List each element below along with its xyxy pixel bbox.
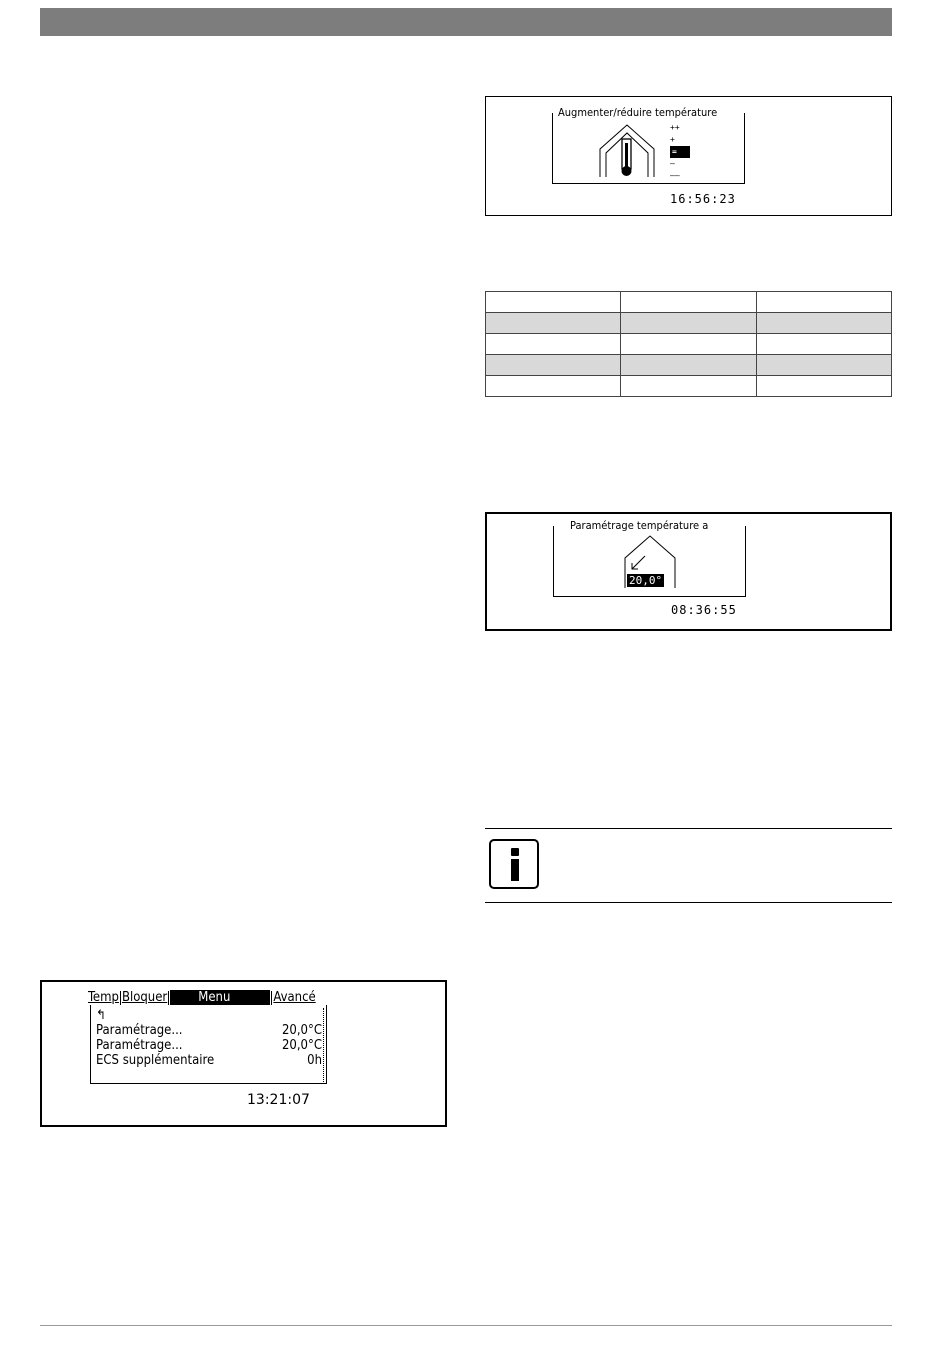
tab-temp[interactable]: Temp <box>88 990 119 1005</box>
lcd-screen-temperature-setting <box>485 512 892 631</box>
option-minus[interactable]: – <box>670 159 675 168</box>
table-cell <box>486 334 621 355</box>
temperature-value[interactable]: 20,0° <box>629 574 663 587</box>
table-row <box>486 292 892 313</box>
lcd-title: Augmenter/réduire température <box>558 106 718 119</box>
table-cell <box>756 355 891 376</box>
option-plus-plus[interactable]: ++ <box>670 123 680 132</box>
table-cell <box>621 292 756 313</box>
param-table <box>485 291 892 397</box>
clock: 16:56:23 <box>670 192 736 206</box>
menu-list <box>96 1008 322 1068</box>
menu-item-label: Paramétrage... <box>96 1038 183 1053</box>
info-rule-bottom <box>485 902 892 903</box>
lcd-screen-menu <box>40 980 447 1127</box>
house-thermometer-icon <box>596 123 658 179</box>
table-cell <box>756 292 891 313</box>
option-plus[interactable]: + <box>670 135 675 144</box>
footer-rule <box>40 1325 892 1326</box>
option-equal-selected[interactable]: = <box>670 146 690 158</box>
lcd-screen-temperature-adjust <box>485 96 892 216</box>
info-rule-top <box>485 828 892 829</box>
table-cell <box>486 355 621 376</box>
info-icon <box>489 839 539 889</box>
clock: 08:36:55 <box>671 603 737 617</box>
clock: 13:21:07 <box>247 1092 310 1108</box>
tab-bloquer[interactable]: Bloquer <box>121 990 168 1005</box>
tab-avance[interactable]: Avancé <box>273 990 316 1005</box>
back-arrow-icon[interactable]: ↰ <box>96 1008 106 1023</box>
menu-item[interactable] <box>96 1053 322 1068</box>
table-cell <box>621 313 756 334</box>
menu-item[interactable] <box>96 1038 322 1053</box>
menu-item-value: 20,0°C <box>281 1038 322 1053</box>
table-cell <box>756 376 891 397</box>
table-cell <box>621 355 756 376</box>
table-row <box>486 355 892 376</box>
menu-scrollbar[interactable] <box>323 1008 327 1082</box>
tab-bar <box>88 990 316 1006</box>
table-row <box>486 334 892 355</box>
table-cell <box>756 313 891 334</box>
header-bar <box>40 8 892 36</box>
menu-item-value: 20,0°C <box>281 1023 322 1038</box>
tab-menu-active[interactable]: Menu <box>170 990 270 1005</box>
table-cell <box>486 313 621 334</box>
menu-item-label: ECS supplémentaire <box>96 1053 215 1068</box>
table-cell <box>486 292 621 313</box>
option-minus-minus[interactable]: –– <box>670 171 680 180</box>
lcd-title: Paramétrage température a <box>567 519 711 532</box>
table-cell <box>756 334 891 355</box>
menu-item-label: Paramétrage... <box>96 1023 183 1038</box>
menu-item[interactable] <box>96 1023 322 1038</box>
table-cell <box>486 376 621 397</box>
table-row <box>486 376 892 397</box>
back-row[interactable] <box>96 1008 322 1023</box>
table-cell <box>621 376 756 397</box>
table-row <box>486 313 892 334</box>
table-cell <box>621 334 756 355</box>
adjust-options <box>670 122 690 182</box>
menu-item-value: 0h <box>307 1053 322 1068</box>
